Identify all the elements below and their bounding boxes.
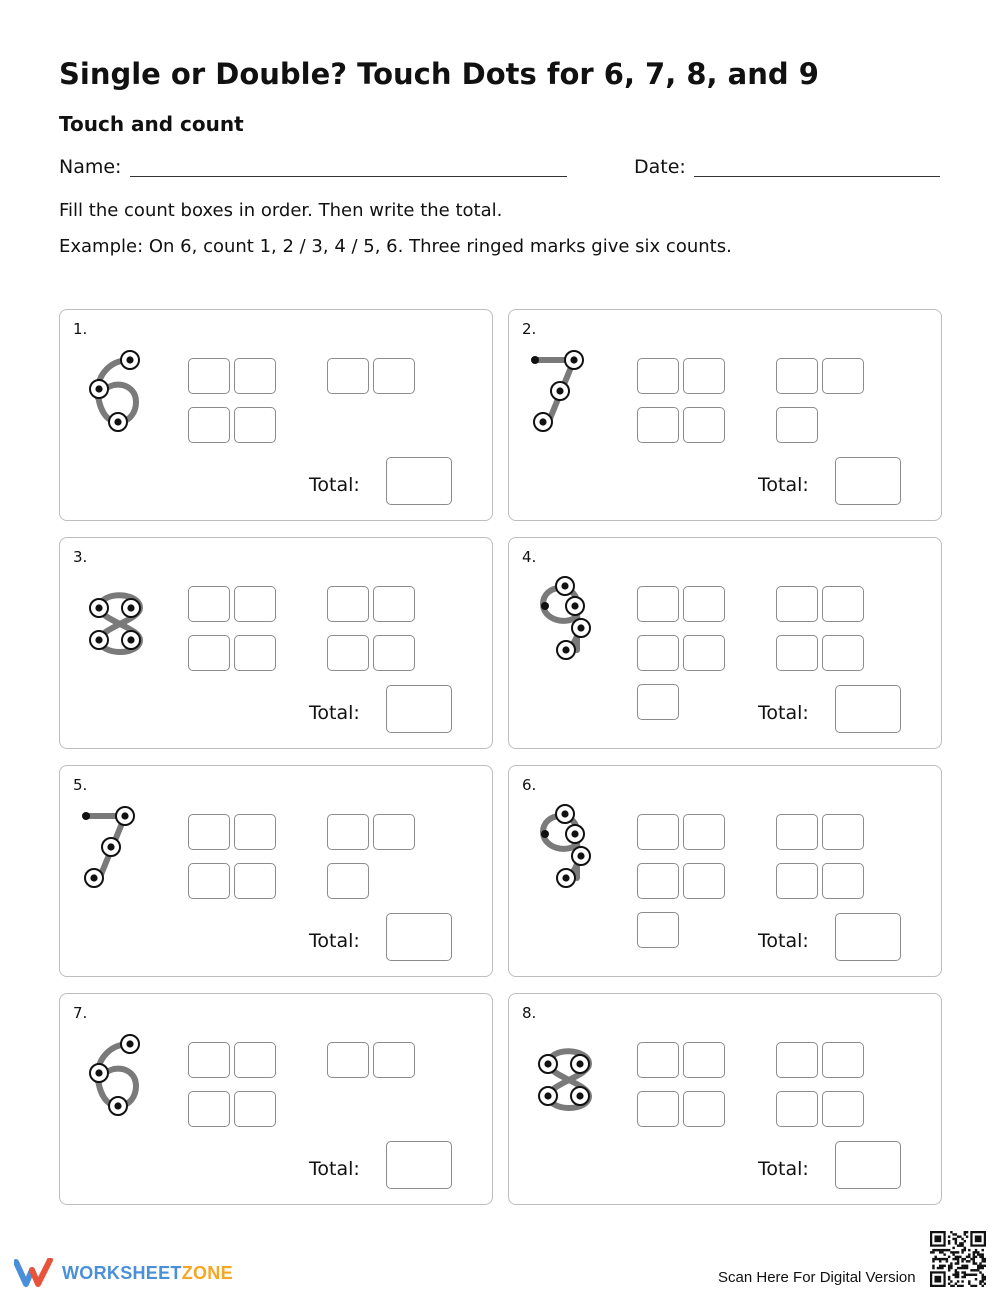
count-box[interactable] xyxy=(776,635,818,671)
total-label: Total: xyxy=(309,930,360,952)
name-label: Name: xyxy=(59,156,122,178)
count-box[interactable] xyxy=(776,863,818,899)
touch-dot-digit-7-icon xyxy=(80,796,150,896)
total-answer-box[interactable] xyxy=(386,685,452,733)
worksheetzone-logo xyxy=(14,1258,233,1288)
count-box[interactable] xyxy=(776,1042,818,1078)
count-box[interactable] xyxy=(637,407,679,443)
count-box[interactable] xyxy=(683,863,725,899)
scan-text: Scan Here For Digital Version xyxy=(718,1269,916,1286)
count-box[interactable] xyxy=(373,358,415,394)
count-box[interactable] xyxy=(683,1091,725,1127)
problem-number: 4. xyxy=(522,548,537,566)
logo-icon xyxy=(14,1258,54,1288)
problem-number: 3. xyxy=(73,548,88,566)
problem-card xyxy=(59,765,493,977)
count-box[interactable] xyxy=(637,814,679,850)
count-box[interactable] xyxy=(822,358,864,394)
total-label: Total: xyxy=(758,1158,809,1180)
touch-dot-digit-8-icon xyxy=(529,1024,599,1124)
total-answer-box[interactable] xyxy=(835,685,901,733)
count-box[interactable] xyxy=(637,912,679,948)
total-label: Total: xyxy=(758,702,809,724)
total-label: Total: xyxy=(309,702,360,724)
count-box[interactable] xyxy=(637,1091,679,1127)
count-box[interactable] xyxy=(683,407,725,443)
total-label: Total: xyxy=(758,930,809,952)
count-box[interactable] xyxy=(234,358,276,394)
count-box[interactable] xyxy=(683,586,725,622)
count-box[interactable] xyxy=(822,586,864,622)
total-answer-box[interactable] xyxy=(835,457,901,505)
count-box[interactable] xyxy=(822,1042,864,1078)
count-box[interactable] xyxy=(683,635,725,671)
count-box[interactable] xyxy=(637,863,679,899)
count-box[interactable] xyxy=(373,814,415,850)
touch-dot-digit-6-icon xyxy=(80,1024,150,1124)
count-box[interactable] xyxy=(637,358,679,394)
total-answer-box[interactable] xyxy=(386,457,452,505)
total-label: Total: xyxy=(309,1158,360,1180)
count-box[interactable] xyxy=(234,586,276,622)
problem-card xyxy=(59,993,493,1205)
count-box[interactable] xyxy=(188,635,230,671)
count-box[interactable] xyxy=(637,586,679,622)
count-box[interactable] xyxy=(373,1042,415,1078)
brand-text: WORKSHEETZONE xyxy=(62,1262,233,1283)
count-box[interactable] xyxy=(683,814,725,850)
total-label: Total: xyxy=(309,474,360,496)
count-box[interactable] xyxy=(683,358,725,394)
total-label: Total: xyxy=(758,474,809,496)
count-box[interactable] xyxy=(822,814,864,850)
touch-dot-digit-9-icon xyxy=(529,796,599,896)
problem-number: 2. xyxy=(522,320,537,338)
date-label: Date: xyxy=(634,156,686,178)
count-box[interactable] xyxy=(822,1091,864,1127)
qr-code-icon[interactable] xyxy=(930,1231,986,1287)
date-field[interactable] xyxy=(694,176,940,177)
total-answer-box[interactable] xyxy=(835,913,901,961)
touch-dot-digit-7-icon xyxy=(529,340,599,440)
count-box[interactable] xyxy=(188,586,230,622)
count-box[interactable] xyxy=(188,358,230,394)
count-box[interactable] xyxy=(637,684,679,720)
count-box[interactable] xyxy=(234,407,276,443)
count-box[interactable] xyxy=(188,1091,230,1127)
problem-number: 6. xyxy=(522,776,537,794)
count-box[interactable] xyxy=(327,814,369,850)
count-box[interactable] xyxy=(683,1042,725,1078)
count-box[interactable] xyxy=(188,814,230,850)
problem-card xyxy=(508,309,942,521)
total-answer-box[interactable] xyxy=(835,1141,901,1189)
touch-dot-digit-6-icon xyxy=(80,340,150,440)
touch-dot-digit-8-icon xyxy=(80,568,150,668)
name-field[interactable] xyxy=(130,176,567,177)
problem-number: 7. xyxy=(73,1004,88,1022)
problem-number: 5. xyxy=(73,776,88,794)
total-answer-box[interactable] xyxy=(386,913,452,961)
problem-number: 1. xyxy=(73,320,88,338)
count-box[interactable] xyxy=(822,863,864,899)
problem-number: 8. xyxy=(522,1004,537,1022)
instruction-text: Fill the count boxes in order. Then write the total. xyxy=(59,200,503,221)
count-box[interactable] xyxy=(822,635,864,671)
count-box[interactable] xyxy=(373,586,415,622)
count-box[interactable] xyxy=(637,635,679,671)
count-box[interactable] xyxy=(327,863,369,899)
count-box[interactable] xyxy=(327,586,369,622)
count-box[interactable] xyxy=(327,635,369,671)
count-box[interactable] xyxy=(234,814,276,850)
problem-card xyxy=(508,765,942,977)
count-box[interactable] xyxy=(776,358,818,394)
count-box[interactable] xyxy=(234,1091,276,1127)
count-box[interactable] xyxy=(234,1042,276,1078)
page-title: Single or Double? Touch Dots for 6, 7, 8, and 9 xyxy=(59,57,819,91)
count-box[interactable] xyxy=(327,1042,369,1078)
count-box[interactable] xyxy=(188,407,230,443)
count-box[interactable] xyxy=(188,1042,230,1078)
page-subtitle: Touch and count xyxy=(59,112,244,136)
count-box[interactable] xyxy=(234,635,276,671)
count-box[interactable] xyxy=(327,358,369,394)
problem-card xyxy=(508,993,942,1205)
problem-card xyxy=(59,537,493,749)
problem-card xyxy=(59,309,493,521)
example-text: Example: On 6, count 1, 2 / 3, 4 / 5, 6. Three ringed marks give six counts. xyxy=(59,236,732,257)
count-box[interactable] xyxy=(776,814,818,850)
count-box[interactable] xyxy=(373,635,415,671)
count-box[interactable] xyxy=(637,1042,679,1078)
problem-card xyxy=(508,537,942,749)
count-box[interactable] xyxy=(776,407,818,443)
count-box[interactable] xyxy=(776,586,818,622)
count-box[interactable] xyxy=(234,863,276,899)
count-box[interactable] xyxy=(776,1091,818,1127)
touch-dot-digit-9-icon xyxy=(529,568,599,668)
total-answer-box[interactable] xyxy=(386,1141,452,1189)
count-box[interactable] xyxy=(188,863,230,899)
